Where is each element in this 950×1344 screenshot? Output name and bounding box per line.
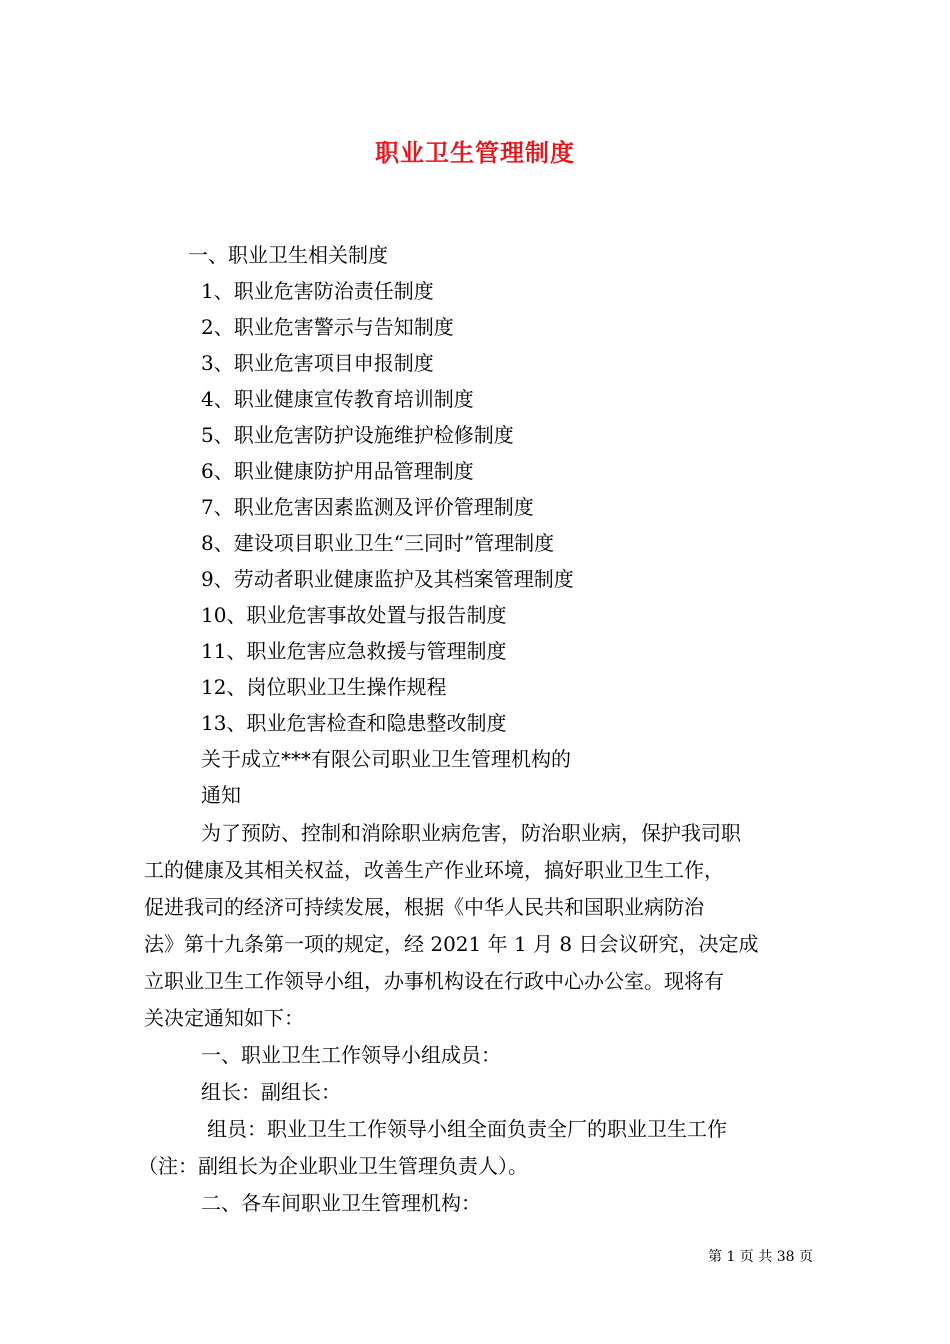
- list-item: 4、职业健康宣传教育培训制度: [201, 387, 474, 411]
- page-title: 职业卫生管理制度: [375, 138, 575, 167]
- list-item: 3、职业危害项目申报制度: [201, 351, 434, 375]
- list-item: 5、职业危害防护设施维护检修制度: [201, 423, 514, 447]
- list-item: 13、职业危害检查和隐患整改制度: [201, 711, 507, 735]
- paragraph-line: 立职业卫生工作领导小组，办事机构设在行政中心办公室。现将有: [144, 969, 724, 993]
- subsection-heading: 二、各车间职业卫生管理机构：: [201, 1191, 481, 1215]
- paragraph-line: 工的健康及其相关权益，改善生产作业环境，搞好职业卫生工作，: [144, 858, 724, 882]
- list-item: 2、职业危害警示与告知制度: [201, 315, 454, 339]
- notice-title: 通知: [201, 783, 241, 807]
- paragraph-line: 法》第十九条第一项的规定，经 2021 年 1 月 8 日会议研究，决定成: [144, 932, 759, 956]
- list-item: 12、岗位职业卫生操作规程: [201, 675, 447, 699]
- list-item: 11、职业危害应急救援与管理制度: [201, 639, 507, 663]
- members-line: 组员：职业卫生工作领导小组全面负责全厂的职业卫生工作: [207, 1117, 727, 1141]
- list-item: 6、职业健康防护用品管理制度: [201, 459, 474, 483]
- list-item: 8、建设项目职业卫生“三同时”管理制度: [201, 531, 555, 555]
- members-line: （注：副组长为企业职业卫生管理负责人）。: [138, 1154, 528, 1178]
- list-item: 9、劳动者职业健康监护及其档案管理制度: [201, 567, 574, 591]
- page-number: 第 1 页 共 38 页: [708, 1249, 813, 1265]
- paragraph-line: 促进我司的经济可持续发展，根据《中华人民共和国职业病防治: [144, 895, 704, 919]
- paragraph-line: 关决定通知如下：: [144, 1006, 304, 1030]
- notice-title: 关于成立***有限公司职业卫生管理机构的: [201, 747, 571, 771]
- list-item: 7、职业危害因素监测及评价管理制度: [201, 495, 534, 519]
- list-item: 10、职业危害事故处置与报告制度: [201, 603, 507, 627]
- list-item: 1、职业危害防治责任制度: [201, 279, 434, 303]
- subsection-heading: 一、职业卫生工作领导小组成员：: [201, 1043, 501, 1067]
- paragraph-line: 为了预防、控制和消除职业病危害，防治职业病，保护我司职: [201, 821, 741, 845]
- leader-line: 组长：副组长：: [201, 1080, 341, 1104]
- section-heading: 一、职业卫生相关制度: [188, 243, 388, 267]
